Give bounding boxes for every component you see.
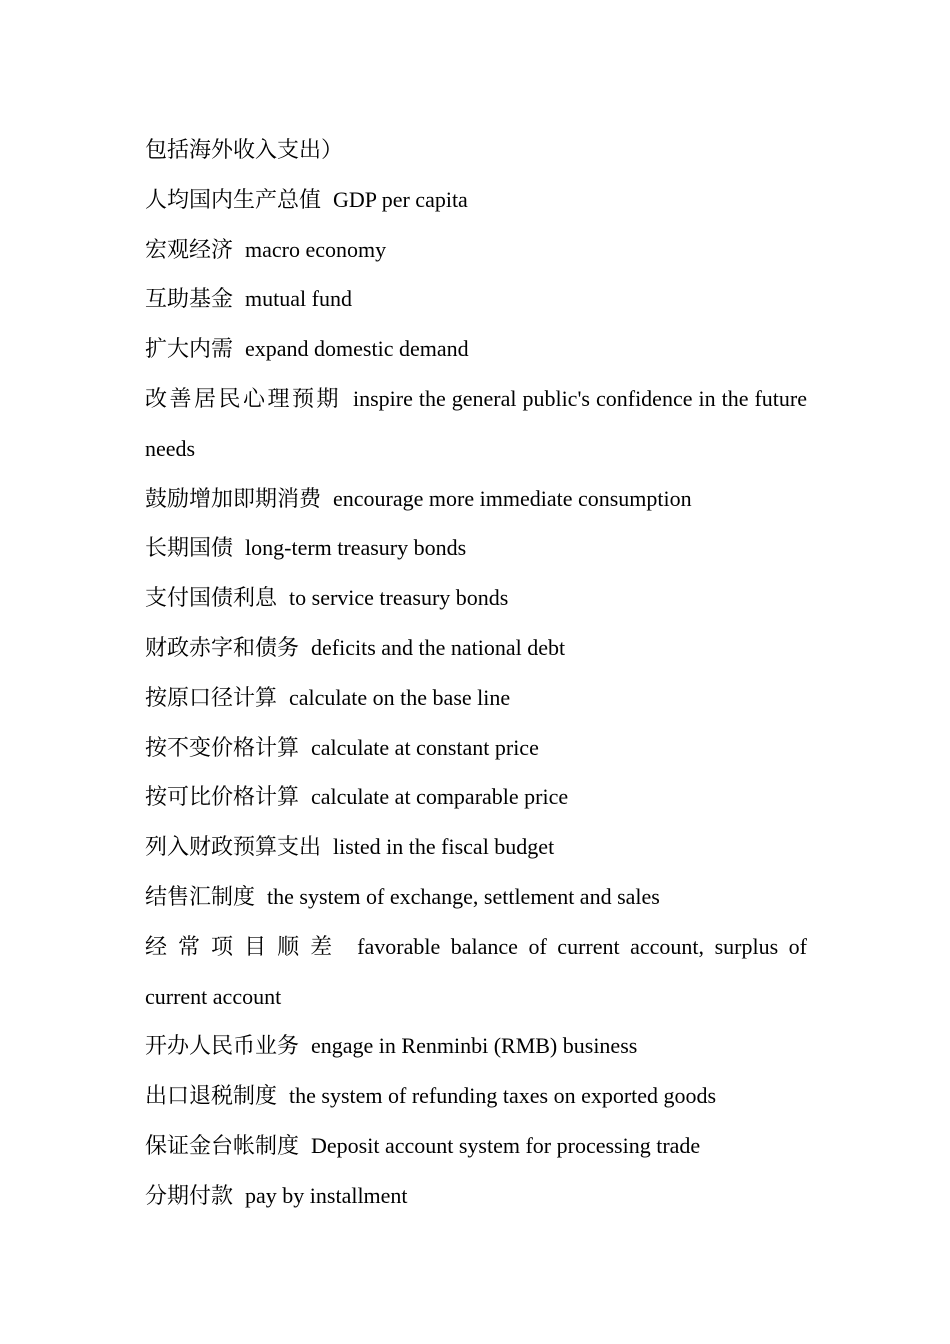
glossary-line [145,772,807,822]
chinese-term: 扩大内需 [145,336,234,362]
english-term: favorable balance of current account, surplus of current account [145,933,807,1009]
english-term: encourage more immediate consumption [333,485,692,511]
glossary-line [145,822,807,872]
english-term: listed in the fiscal budget [333,834,555,860]
chinese-term: 按可比价格计算 [145,784,300,810]
chinese-term: 分期付款 [145,1182,234,1208]
english-term: to service treasury bonds [289,585,509,611]
chinese-term: 出口退税制度 [145,1083,278,1109]
glossary-line [145,1021,807,1071]
chinese-term: 开办人民币业务 [145,1033,300,1059]
chinese-term: 包括海外收入支出） [145,137,344,162]
chinese-term: 互助基金 [145,286,234,312]
glossary-line [145,1071,807,1121]
chinese-term: 经常项目顺差 [145,933,344,959]
english-term: engage in Renminbi (RMB) business [311,1033,638,1059]
english-term: GDP per capita [333,186,468,212]
chinese-term: 支付国债利息 [145,585,278,611]
glossary-line [145,623,807,673]
glossary-line [145,175,807,225]
english-term: Deposit account system for processing trade [311,1132,701,1158]
chinese-term: 宏观经济 [145,236,234,262]
glossary-line [145,374,807,474]
chinese-term: 人均国内生产总值 [145,186,322,212]
glossary-line [145,922,807,1022]
chinese-term: 长期国债 [145,535,234,561]
chinese-term: 按原口径计算 [145,684,278,710]
chinese-term: 保证金台帐制度 [145,1132,300,1158]
english-term: pay by installment [245,1182,408,1208]
chinese-term: 改善居民心理预期 [145,385,341,411]
glossary-body [145,125,807,1221]
english-term: calculate on the base line [289,684,511,710]
glossary-line [145,125,807,175]
english-term: deficits and the national debt [311,634,566,660]
glossary-line [145,324,807,374]
chinese-term: 财政赤字和债务 [145,634,300,660]
glossary-line [145,673,807,723]
english-term: the system of refunding taxes on exported goods [289,1083,717,1109]
glossary-line [145,872,807,922]
english-term: mutual fund [245,286,352,312]
glossary-line [145,474,807,524]
english-term: inspire the general public's confidence in the future needs [145,385,807,461]
english-term: expand domestic demand [245,336,469,362]
chinese-term: 按不变价格计算 [145,734,300,760]
chinese-term: 鼓励增加即期消费 [145,485,322,511]
english-term: the system of exchange, settlement and sales [267,883,660,909]
chinese-term: 列入财政预算支出 [145,834,322,860]
english-term: calculate at constant price [311,734,539,760]
glossary-line [145,573,807,623]
english-term: calculate at comparable price [311,784,569,810]
glossary-line [145,274,807,324]
glossary-line [145,523,807,573]
glossary-line [145,225,807,275]
english-term: macro economy [245,236,387,262]
english-term: long-term treasury bonds [245,535,467,561]
glossary-line [145,1171,807,1221]
chinese-term: 结售汇制度 [145,883,256,909]
glossary-line [145,1121,807,1171]
glossary-line [145,723,807,773]
